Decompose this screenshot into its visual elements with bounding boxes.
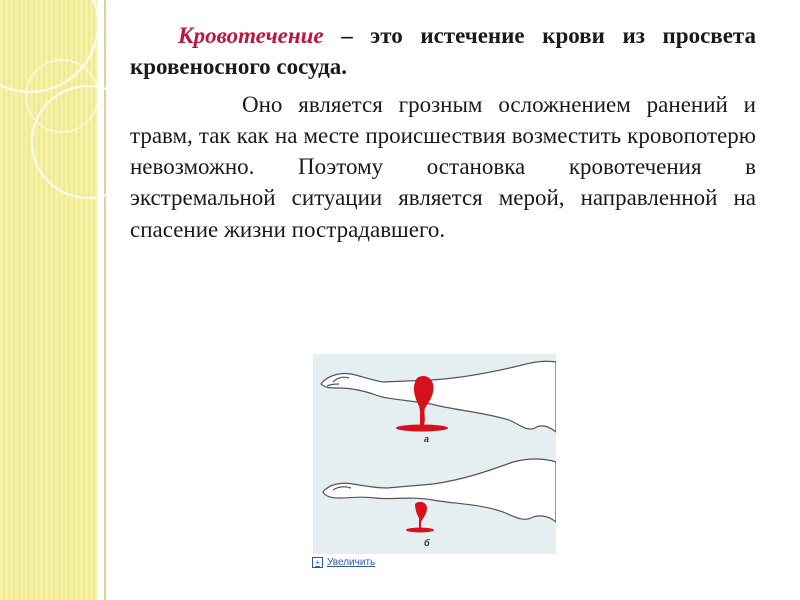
definition-rest: – это истечение крови из просвета кровеносного сосуда. [130, 23, 756, 80]
body-paragraph: Оно является грозным осложнением ранений и травм, так как на месте происшествия возместить кровопотерю невозможно. Поэтому остановка кровотечения в экстремальной ситуации является мерой, направленной на спасение жизни пострадавшего. [130, 91, 756, 242]
arm-b-drawing [323, 459, 556, 522]
figure-label-b: б [424, 538, 430, 548]
side-decor-circles [0, 0, 110, 600]
arms-drawing [313, 354, 556, 554]
blood-b [406, 502, 434, 533]
bleeding-illustration [313, 354, 556, 554]
definition-term: Кровотечение [178, 23, 324, 48]
figure-label-a: а [424, 434, 430, 444]
definition-paragraph [130, 20, 756, 83]
slide-text [130, 20, 756, 245]
arm-a-drawing [321, 361, 556, 432]
zoom-link[interactable] [312, 557, 375, 568]
zoom-link-label[interactable]: Увеличить [327, 557, 376, 568]
magnify-icon: + [312, 557, 323, 568]
